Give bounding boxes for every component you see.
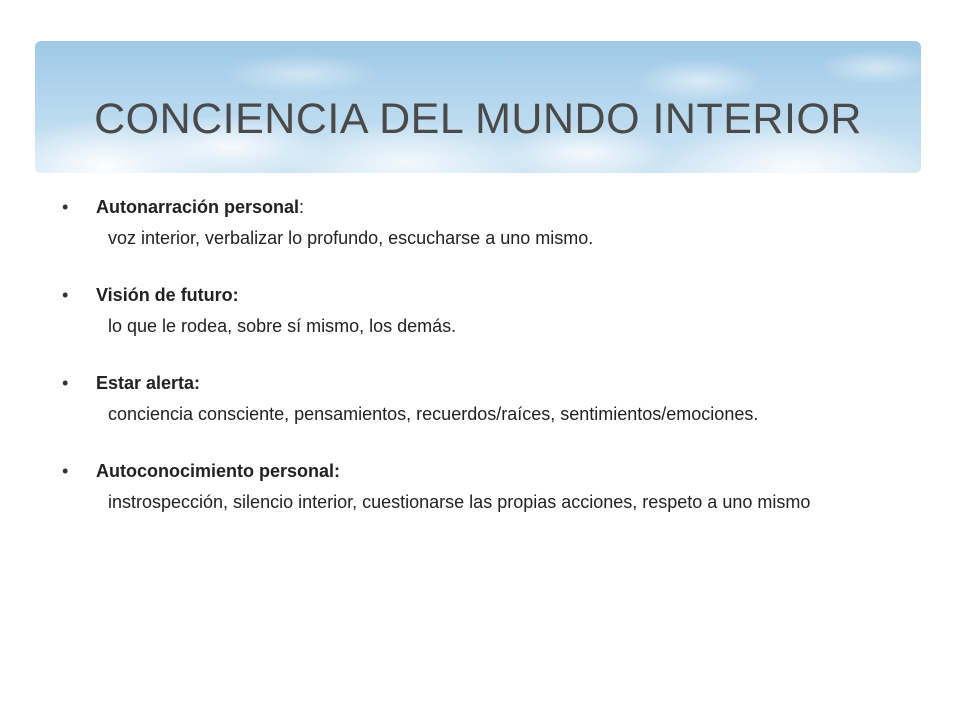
item-description-wrap bbox=[62, 401, 912, 427]
item-heading-suffix: : bbox=[299, 197, 305, 217]
item-description-wrap bbox=[62, 489, 912, 515]
item-description: instrospección, silencio interior, cuestionarse las propias acciones, respeto a uno mismo bbox=[108, 492, 811, 512]
bullet-list bbox=[62, 193, 912, 545]
bullet-line bbox=[62, 281, 912, 309]
item-description: voz interior, verbalizar lo profundo, escucharse a uno mismo. bbox=[108, 228, 594, 248]
list-item bbox=[62, 457, 912, 515]
item-heading: Visión de futuro: bbox=[96, 285, 239, 305]
bullet-line bbox=[62, 457, 912, 485]
item-heading: Autonarración personal bbox=[96, 197, 300, 217]
list-item bbox=[62, 369, 912, 427]
item-description: lo que le rodea, sobre sí mismo, los demás. bbox=[108, 316, 457, 336]
item-heading: Estar alerta: bbox=[96, 373, 201, 393]
slide-title: CONCIENCIA DEL MUNDO INTERIOR bbox=[94, 95, 862, 143]
bullet-icon: • bbox=[62, 197, 69, 217]
list-item bbox=[62, 193, 912, 251]
item-description: conciencia consciente, pensamientos, recuerdos/raíces, sentimientos/emociones. bbox=[108, 404, 759, 424]
item-description-wrap bbox=[62, 313, 912, 339]
item-description-wrap bbox=[62, 225, 912, 251]
sky-banner bbox=[35, 41, 921, 173]
bullet-icon: • bbox=[62, 285, 69, 305]
bullet-line bbox=[62, 193, 912, 221]
bullet-line bbox=[62, 369, 912, 397]
bullet-icon: • bbox=[62, 373, 69, 393]
item-heading: Autoconocimiento personal: bbox=[96, 461, 341, 481]
bullet-icon: • bbox=[62, 461, 69, 481]
list-item bbox=[62, 281, 912, 339]
